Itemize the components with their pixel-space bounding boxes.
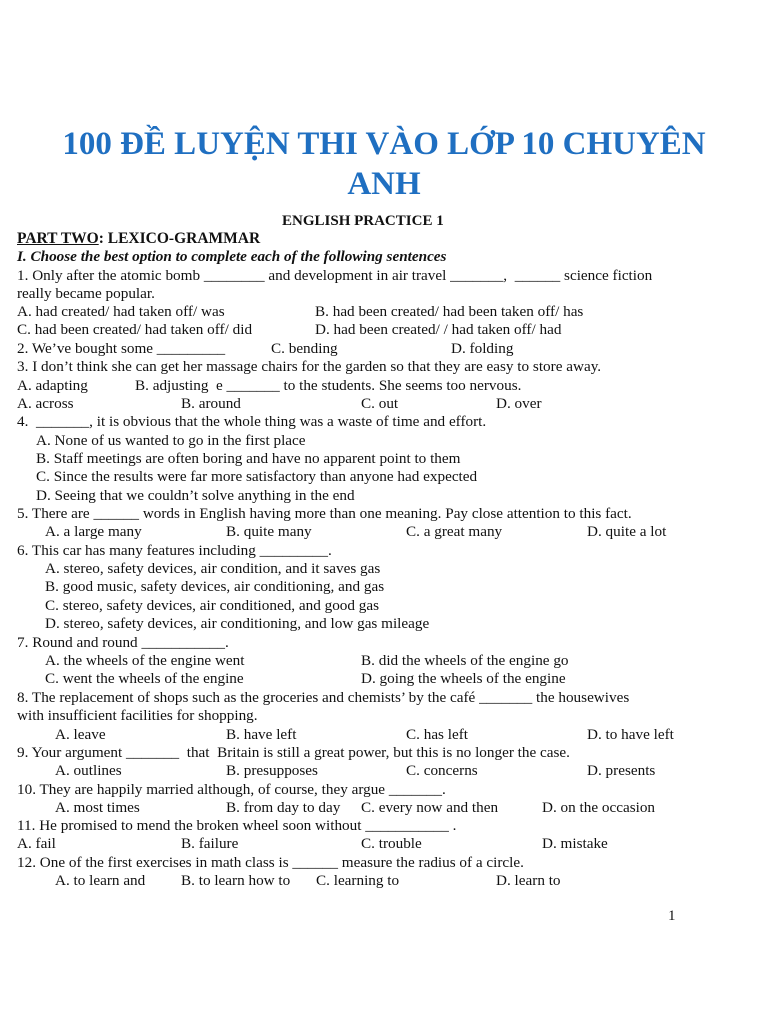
q10-option-b: B. from day to day (226, 799, 341, 816)
q4-option-c: C. Since the results were far more satisfactory than anyone had expected (36, 468, 478, 485)
q4-option-d: D. Seeing that we couldn’t solve anything in the end (36, 487, 355, 504)
q6-option-d: D. stereo, safety devices, air conditioning, and low gas mileage (45, 615, 430, 632)
q6-option-a: A. stereo, safety devices, air condition, and it saves gas (45, 560, 381, 577)
q8-option-b: B. have left (226, 726, 297, 743)
q9-option-a: A. outlines (55, 762, 122, 779)
q11-option-b: B. failure (181, 835, 239, 852)
q3-option-c2: C. out (361, 395, 399, 412)
q7-stem: 7. Round and round ___________. (17, 634, 229, 651)
q11-option-d: D. mistake (542, 835, 608, 852)
q1-stem: 1. Only after the atomic bomb ________ and development in air travel _______, ______ science fiction (17, 267, 653, 284)
q5-stem: 5. There are ______ words in English having more than one meaning. Pay close attention to this fact. (17, 505, 632, 522)
instruction: I. Choose the best option to complete each of the following sentences (17, 248, 447, 265)
q7-option-b: B. did the wheels of the engine go (361, 652, 569, 669)
q10-option-d: D. on the occasion (542, 799, 656, 816)
q9-option-d: D. presents (587, 762, 656, 779)
q6-option-c: C. stereo, safety devices, air conditioned, and good gas (45, 597, 380, 614)
q1-option-c: C. had been created/ had taken off/ did (17, 321, 253, 338)
q11-option-a: A. fail (17, 835, 56, 852)
q12-option-a: A. to learn and (55, 872, 146, 889)
q4-stem: 4. _______, it is obvious that the whole thing was a waste of time and effort. (17, 413, 487, 430)
q4-option-b: B. Staff meetings are often boring and have no apparent point to them (36, 450, 461, 467)
q6-stem: 6. This car has many features including _________. (17, 542, 332, 559)
q10-stem: 10. They are happily married although, of course, they argue _______. (17, 781, 446, 798)
q5-option-b: B. quite many (226, 523, 312, 540)
q3-option-b2: B. around (181, 395, 241, 412)
q4-option-a: A. None of us wanted to go in the first place (36, 432, 306, 449)
q1-stem-cont: really became popular. (17, 285, 155, 302)
page-number: 1 (668, 908, 676, 924)
q7-option-a: A. the wheels of the engine went (45, 652, 245, 669)
document-title (20, 124, 748, 204)
part-heading (17, 230, 260, 248)
practice-subtitle: ENGLISH PRACTICE 1 (282, 213, 444, 229)
q7-option-d: D. going the wheels of the engine (361, 670, 566, 687)
q8-option-a: A. leave (55, 726, 106, 743)
q3-option-d2: D. over (496, 395, 542, 412)
q8-option-c: C. has left (406, 726, 469, 743)
q8-stem: 8. The replacement of shops such as the groceries and chemists’ by the café _______ the housewives (17, 689, 630, 706)
part-rest: : LEXICO-GRAMMAR (98, 230, 261, 247)
q2-option-d: D. folding (451, 340, 514, 357)
q2-stem: 2. We’ve bought some _________ (17, 340, 226, 357)
q12-stem: 12. One of the first exercises in math class is ______ measure the radius of a circle. (17, 854, 524, 871)
q5-option-d: D. quite a lot (587, 523, 667, 540)
part-label: PART TWO (17, 230, 99, 247)
q11-option-c: C. trouble (361, 835, 422, 852)
q1-option-b: B. had been created/ had been taken off/ has (315, 303, 584, 320)
q3-stem: 3. I don’t think she can get her massage chairs for the garden so that they are easy to store away. (17, 358, 602, 375)
q1-option-d: D. had been created/ / had taken off/ had (315, 321, 562, 338)
q9-option-b: B. presupposes (226, 762, 318, 779)
q8-stem-cont: with insufficient facilities for shopping. (17, 707, 258, 724)
q7-option-c: C. went the wheels of the engine (45, 670, 244, 687)
q5-option-a: A. a large many (45, 523, 142, 540)
q3-option-a2: A. across (17, 395, 74, 412)
q3-option-a: A. adapting (17, 377, 88, 394)
q11-stem: 11. He promised to mend the broken wheel soon without ___________ . (17, 817, 457, 834)
q3-option-b: B. adjusting e _______ to the students. She seems too nervous. (135, 377, 522, 394)
q5-option-c: C. a great many (406, 523, 503, 540)
q12-option-c: C. learning to (316, 872, 400, 889)
q10-option-c: C. every now and then (361, 799, 499, 816)
title-line-1: 100 ĐỀ LUYỆN THI VÀO LỚP 10 CHUYÊN (62, 126, 706, 162)
q2-option-c: C. bending (271, 340, 338, 357)
q10-option-a: A. most times (55, 799, 140, 816)
q9-stem: 9. Your argument _______ that Britain is still a great power, but this is no longer the case. (17, 744, 570, 761)
q6-option-b: B. good music, safety devices, air conditioning, and gas (45, 578, 385, 595)
title-line-2: ANH (347, 166, 421, 202)
q9-option-c: C. concerns (406, 762, 478, 779)
q1-option-a: A. had created/ had taken off/ was (17, 303, 225, 320)
q8-option-d: D. to have left (587, 726, 674, 743)
q12-option-d: D. learn to (496, 872, 561, 889)
q12-option-b: B. to learn how to (181, 872, 291, 889)
